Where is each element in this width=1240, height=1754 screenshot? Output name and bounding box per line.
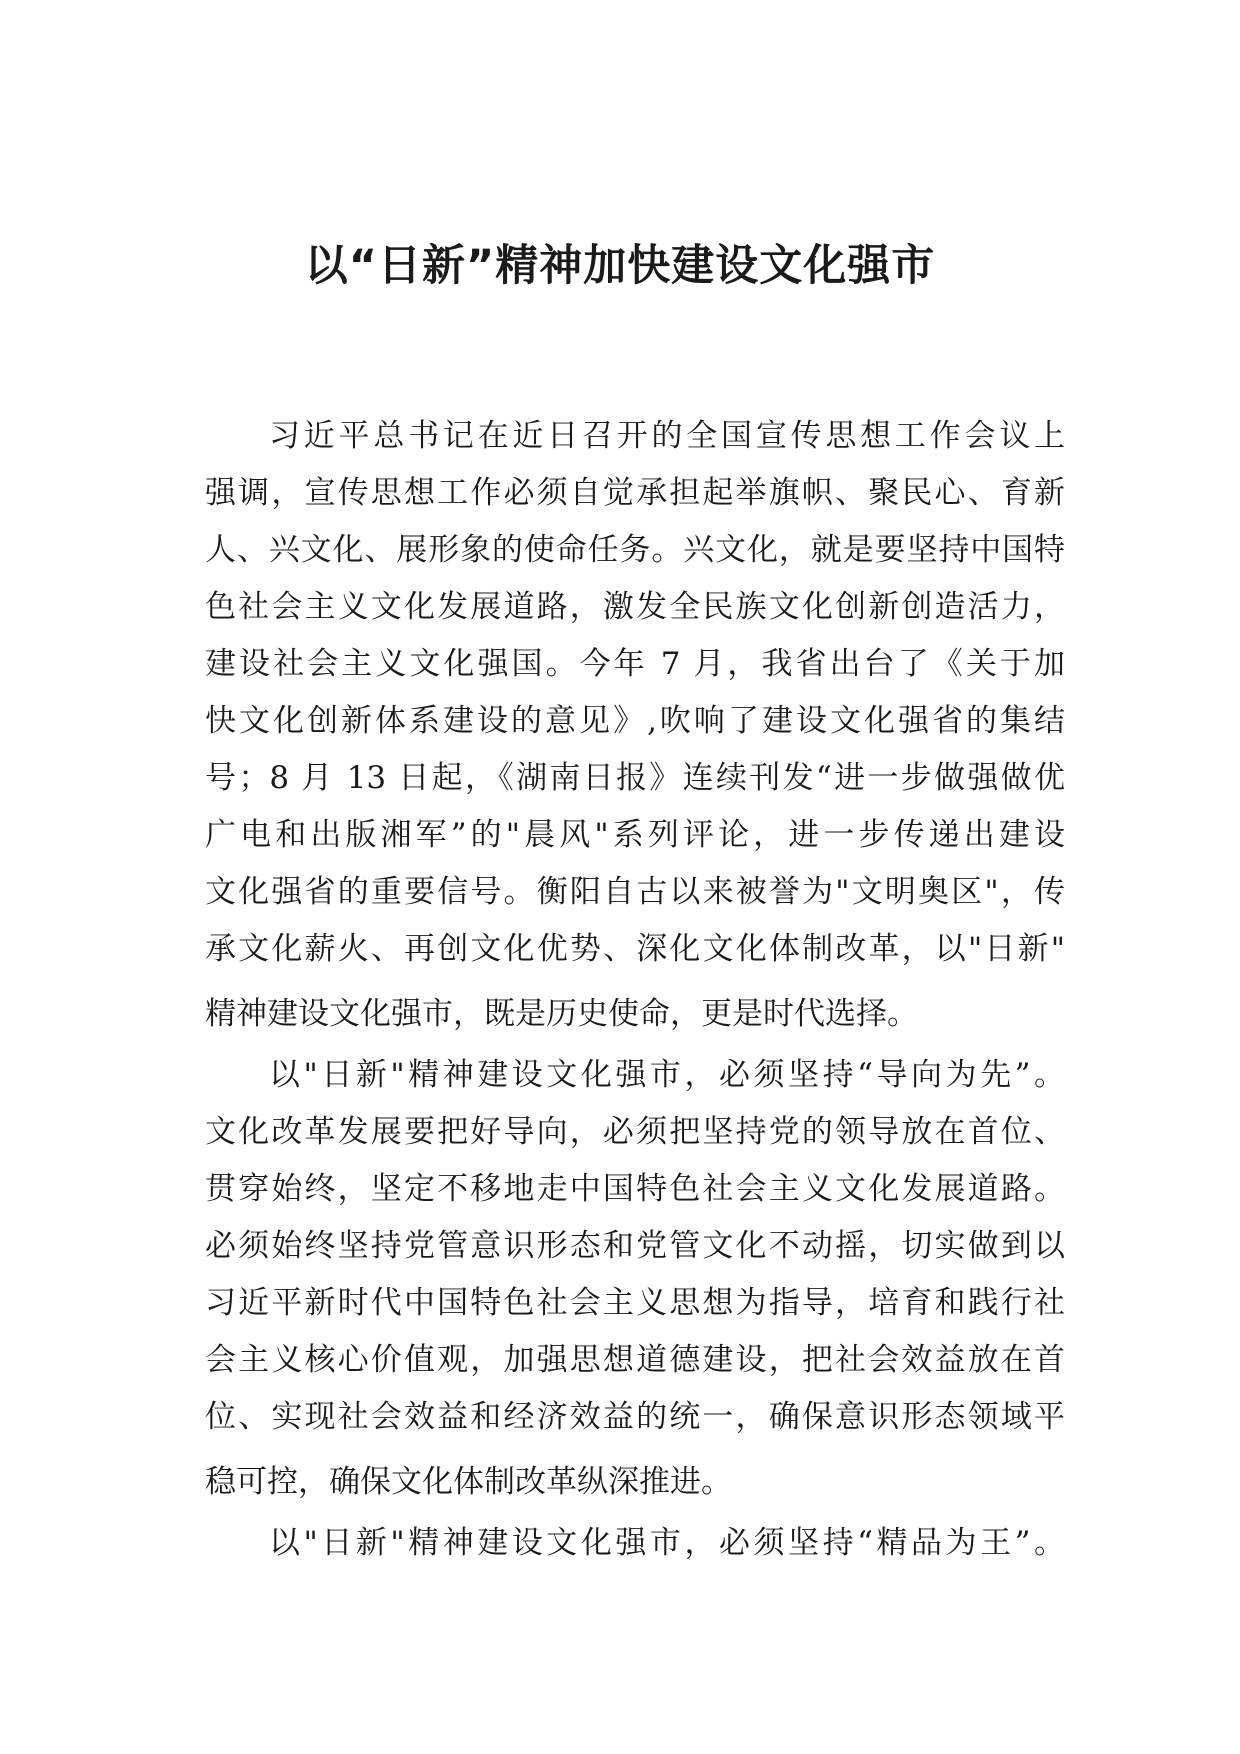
text-line: 色社会主义文化发展道路，激发全民族文化创新创造活力， bbox=[205, 589, 1065, 625]
text-line: 建设社会主义文化强国。今年 7 月，我省出台了《关于加 bbox=[205, 646, 1065, 682]
text-line: 习近平总书记在近日召开的全国宣传思想工作会议上 bbox=[269, 418, 1065, 454]
text-line: 必须始终坚持党管意识形态和党管文化不动摇，切实做到以 bbox=[205, 1228, 1065, 1264]
text-line: 习近平新时代中国特色社会主义思想为指导，培育和践行社 bbox=[205, 1285, 1065, 1321]
text-line: 位、实现社会效益和经济效益的统一，确保意识形态领域平 bbox=[205, 1399, 1065, 1435]
text-line: 广电和出版湘军”的"晨风"系列评论，进一步传递出建设 bbox=[205, 817, 1065, 853]
text-line: 会主义核心价值观，加强思想道德建设，把社会效益放在首 bbox=[205, 1342, 1065, 1378]
text-line: 文化改革发展要把好导向，必须把坚持党的领导放在首位、 bbox=[205, 1114, 1065, 1150]
text-line: 文化强省的重要信号。衡阳自古以来被誉为"文明奥区"，传 bbox=[205, 874, 1065, 910]
text-line: 人、兴文化、展形象的使命任务。兴文化，就是要坚持中国特 bbox=[205, 532, 1065, 568]
text-line: 贯穿始终，坚定不移地走中国特色社会主义文化发展道路。 bbox=[205, 1171, 1065, 1207]
paragraph-1 bbox=[205, 408, 1065, 1043]
text-line: 以"日新"精神建设文化强市，必须坚持“精品为王”。 bbox=[269, 1525, 1065, 1561]
text-line: 精神建设文化强市，既是历史使命，更是时代选择。 bbox=[205, 996, 918, 1032]
document-body bbox=[205, 408, 1065, 1572]
text-line: 快文化创新体系建设的意见》,吹响了建设文化强省的集结 bbox=[205, 703, 1065, 739]
text-line: 以"日新"精神建设文化强市，必须坚持“导向为先”。 bbox=[269, 1057, 1065, 1093]
text-line: 稳可控，确保文化体制改革纵深推进。 bbox=[205, 1464, 732, 1500]
document-title: 以“日新”精神加快建设文化强市 bbox=[304, 241, 936, 291]
text-line: 号；8 月 13 日起，《湖南日报》连续刊发“进一步做强做优 bbox=[205, 760, 1065, 796]
paragraph-3 bbox=[205, 1515, 1065, 1572]
paragraph-2 bbox=[205, 1047, 1065, 1511]
text-line: 强调，宣传思想工作必须自觉承担起举旗帜、聚民心、育新 bbox=[205, 475, 1065, 511]
text-line: 承文化薪火、再创文化优势、深化文化体制改革，以"日新" bbox=[205, 931, 1065, 967]
